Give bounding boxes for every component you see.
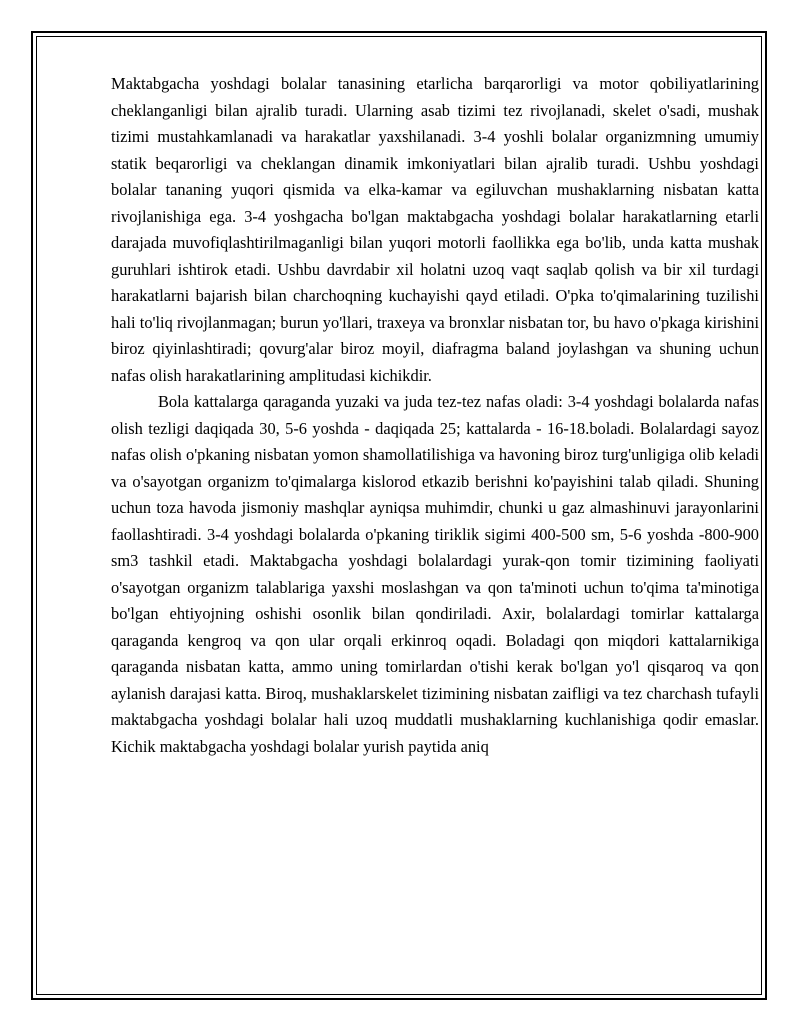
document-body — [111, 71, 759, 760]
paragraph-2: Bola kattalarga qaraganda yuzaki va juda tez-tez nafas oladi: 3-4 yoshdagi bolalarda nafas olish tezligi daqiqada 30, 5-6 yoshda - daqiqada 25; kattalarda - 16-18.boladi. Bolalardagi sayoz nafas olish o'pkaning nisbatan yomon shamollatilishiga va havoning biroz turg'unligiga olib keladi va o'sayotgan organizm to'qimalarga kislorod etkazib berishni ko'payishini talab qiladi. Shuning uchun toza havoda jismoniy mashqlar ayniqsa muhimdir, chunki u gaz almashinuvi jarayonlarini faollashtiradi. 3-4 yoshdagi bolalarda o'pkaning tiriklik sigimi 400-500 sm, 5-6 yoshda -800-900 sm3 tashkil etadi. Maktabgacha yoshdagi bolalardagi yurak-qon tomir tizimining faoliyati o'sayotgan organizm talablariga yaxshi moslashgan va qon ta'minoti uchun to'qima ta'minotiga bo'lgan ehtiyojning oshishi osonlik bilan qondiriladi. Axir, bolalardagi tomirlar kattalarga qaraganda kengroq va qon ular orqali erkinroq oqadi. Boladagi qon miqdori kattalarnikiga qaraganda nisbatan katta, ammo uning tomirlardan o'tishi kerak bo'lgan yo'l qisqaroq va qon aylanish darajasi katta. Biroq, mushaklarskelet tizimining nisbatan zaifligi va tez charchash tufayli maktabgacha yoshdagi bolalar hali uzoq muddatli mushaklarning kuchlanishiga qodir emaslar. Kichik maktabgacha yoshdagi bolalar yurish paytida aniq — [111, 392, 759, 756]
paragraph-1: Maktabgacha yoshdagi bolalar tanasining etarlicha barqarorligi va motor qobiliyatlarining cheklanganligi bilan ajralib turadi. Ularning asab tizimi tez rivojlanadi, skelet o'sadi, mushak tizimi mustahkamlanadi va harakatlar yaxshilanadi. 3-4 yoshli bolalar organizmning umumiy statik beqarorligi va cheklangan dinamik imkoniyatlari bilan ajralib turadi. Ushbu yoshdagi bolalar tananing yuqori qismida va elka-kamar va egiluvchan mushaklarning nisbatan katta rivojlanishiga ega. 3-4 yoshgacha bo'lgan maktabgacha yoshdagi bolalar harakatlarning etarli darajada muvofiqlashtirilmaganligi bilan yuqori motorli faollikka ega bo'lib, unda katta mushak guruhlari ishtirok etadi. Ushbu davrdabir xil holatni uzoq vaqt saqlab qolish va bir xil turdagi harakatlarni bajarish bilan charchoqning kuchayishi qayd etiladi. O'pka to'qimalarining tuzilishi hali to'liq rivojlanmagan; burun yo'llari, traxeya va bronxlar nisbatan tor, bu havo o'pkaga kirishini biroz qiyinlashtiradi; qovurg'alar biroz moyil, diafragma baland joylashgan va shuning uchun nafas olish harakatlarining amplitudasi kichikdir. — [111, 74, 759, 385]
